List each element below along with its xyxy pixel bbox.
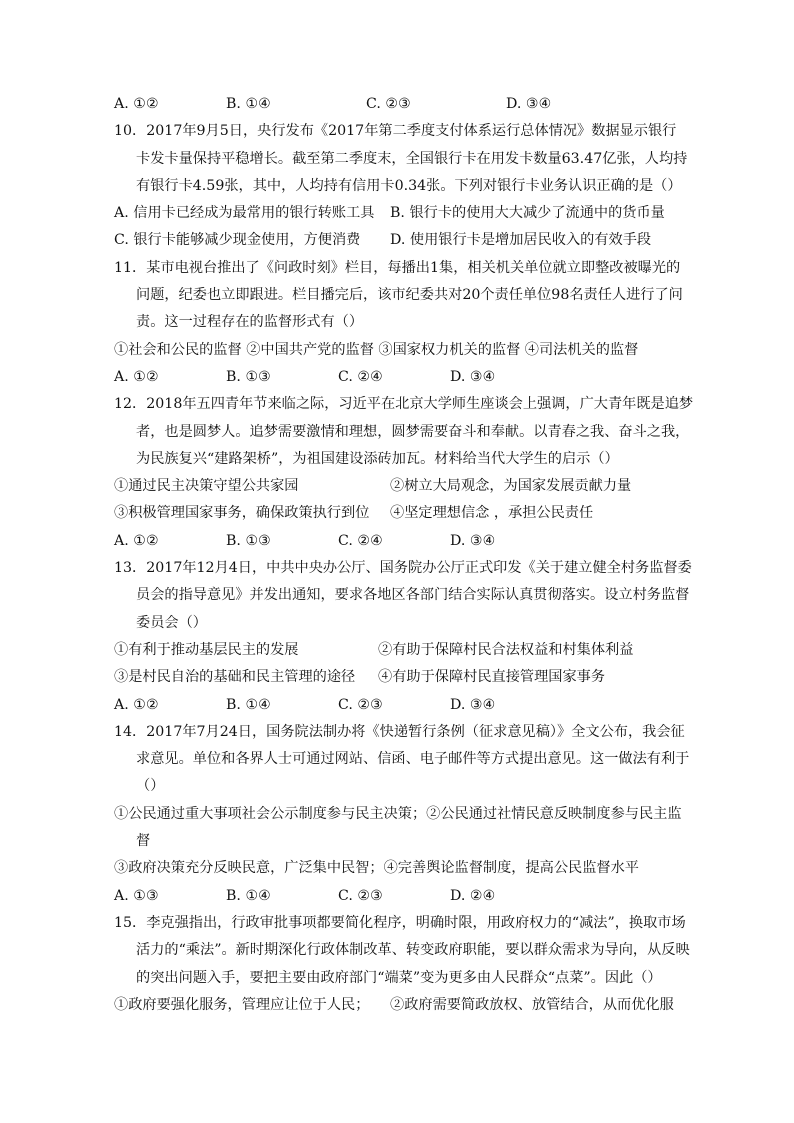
- q9-option-a: A. ①②: [114, 96, 159, 112]
- q13-stem-line-1: 13．2017年12月4日，中共中央办公厅、国务院办公厅正式印发《关于建立健全村务监督委: [114, 560, 692, 577]
- q12-statement-3: ③积极管理国家事务，确保政策执行到位: [114, 505, 370, 522]
- q14-option-b: B. ①④: [226, 887, 271, 904]
- q14-statements-3-4: ③政府决策充分反映民意，广泛集中民智；④完善舆论监督制度，提高公民监督水平: [114, 860, 639, 877]
- q10-option-a: A. 信用卡已经成为最常用的银行转账工具: [114, 205, 375, 222]
- q14-option-d: D. ②④: [450, 887, 496, 904]
- q12-statement-2: ②树立大局观念，为国家发展贡献力量: [390, 478, 632, 495]
- q13-option-c: C. ②③: [338, 696, 383, 713]
- q12-stem-line-3: 为民族复兴“建路架桥”，为祖国建设添砖加瓦。材料给当代大学生的启示（）: [136, 450, 619, 467]
- question-12: [114, 391, 694, 555]
- q11-option-c: C. ②④: [338, 368, 383, 385]
- q9-option-b: B. ①④: [226, 96, 271, 112]
- q14-option-a: A. ①③: [114, 887, 159, 904]
- q13-option-a: A. ①②: [114, 696, 159, 713]
- q10-option-d: D. 使用银行卡是增加居民收入的有效手段: [390, 232, 652, 249]
- question-13: [114, 555, 692, 719]
- q9-option-c: C. ②③: [366, 96, 411, 112]
- q11-stem-line-1: 11．某市电视台推出了《问政时刻》栏目，每播出1集，相关机关单位就立即整改被曝光的: [114, 259, 681, 276]
- q13-statement-4: ④有助于保障村民直接管理国家事务: [378, 669, 606, 686]
- q11-options: [114, 364, 686, 391]
- q12-stem-line-1: 12．2018年五四青年节来临之际，习近平在北京大学师生座谈会上强调，广大青年既是追梦: [114, 396, 694, 413]
- q15-statement-1: ①政府要强化服务，管理应让位于人民；: [114, 996, 370, 1013]
- question-10: [114, 118, 686, 254]
- q12-stem-line-2: 者，也是圆梦人。追梦需要激情和理想，圆梦需要奋斗和奉献。以青春之我、奋斗之我，: [136, 423, 690, 440]
- q13-statement-2: ②有助于保障村民合法权益和村集体利益: [378, 641, 634, 658]
- q12-statement-4: ④坚定理想信念 ，承担公民责任: [390, 505, 594, 522]
- q10-option-c: C. 银行卡能够减少现金使用，方便消费: [114, 232, 361, 249]
- q13-statement-1: ①有利于推动基层民主的发展: [114, 641, 299, 658]
- q10-stem-line-2: 卡发卡量保持平稳增长。截至第二季度末，全国银行卡在用发卡数量63.47亿张，人均持: [136, 150, 688, 167]
- q14-statements-1-2: ①公民通过重大事项社会公示制度参与民主决策；②公民通过社情民意反映制度参与民主监: [114, 805, 682, 822]
- q12-statements-row-2: [114, 500, 686, 527]
- q13-option-b: B. ①④: [226, 696, 271, 713]
- q12-statement-1: ①通过民主决策守望公共家园: [114, 478, 299, 495]
- q15-stem-line-3: 的突出问题入手，要把主要由政府部门“端菜”变为更多由人民群众“点菜”。因此（）: [136, 969, 662, 986]
- q13-option-d: D. ③④: [450, 696, 496, 713]
- q14-stem-line-1: 14．2017年7月24日，国务院法制办将《快递暂行条例（征求意见稿）》全文公布，我会征: [114, 723, 685, 740]
- q14-statements-1-2-cont: 督: [136, 833, 151, 850]
- q12-option-d: D. ③④: [450, 532, 496, 549]
- q14-stem-line-2: 求意见。单位和各界人士可通过网站、信函、电子邮件等方式提出意见。这一做法有利于: [136, 751, 690, 768]
- question-11: [114, 255, 686, 391]
- q12-option-c: C. ②④: [338, 532, 383, 549]
- q10-stem-line-1: 10．2017年9月5日，央行发布《2017年第二季度支付体系运行总体情况》数据显示银行: [114, 123, 677, 140]
- q14-options: [114, 883, 686, 910]
- q9-options: [114, 91, 686, 118]
- q11-option-d: D. ③④: [450, 368, 496, 385]
- q12-options: [114, 528, 686, 555]
- q13-statements-row-2: [114, 664, 686, 691]
- q12-option-b: B. ①③: [226, 532, 271, 549]
- q10-options-row-1: [114, 200, 686, 227]
- question-15: [114, 910, 690, 1019]
- q15-statements-row-1: [114, 992, 686, 1019]
- q11-stem-line-2: 问题，纪委也立即跟进。栏目播完后，该市纪委共对20个责任单位98名责任人进行了问: [136, 287, 683, 304]
- q15-stem-line-1: 15．李克强指出，行政审批事项都要简化程序，明确时限，用政府权力的“减法”，换取市场: [114, 914, 686, 931]
- q12-option-a: A. ①②: [114, 532, 159, 549]
- q14-option-c: C. ②③: [338, 887, 383, 904]
- q15-statement-2: ②政府需要简政放权、放管结合，从而优化服: [390, 996, 674, 1013]
- q11-stem-line-3: 责。这一过程存在的监督形式有（）: [136, 314, 364, 331]
- q13-statements-row-1: [114, 637, 686, 664]
- q11-statements: ①社会和公民的监督 ②中国共产党的监督 ③国家权力机关的监督 ④司法机关的监督: [114, 341, 639, 358]
- q13-stem-line-2: 员会的指导意见》并发出通知，要求各地区各部门结合实际认真贯彻落实。设立村务监督: [136, 587, 690, 604]
- exam-content: [114, 91, 694, 1019]
- q11-option-b: B. ①③: [226, 368, 271, 385]
- q13-statement-3: ③是村民自治的基础和民主管理的途径: [114, 669, 356, 686]
- q13-options: [114, 692, 686, 719]
- q10-stem-line-3: 有银行卡4.59张，其中，人均持有信用卡0.34张。下列对银行卡业务认识正确的是（）: [136, 177, 682, 194]
- q12-statements-row-1: [114, 473, 686, 500]
- q10-options-row-2: [114, 227, 686, 254]
- q11-option-a: A. ①②: [114, 368, 159, 385]
- q13-stem-line-3: 委员会（）: [136, 614, 207, 631]
- q10-option-b: B. 银行卡的使用大大减少了流通中的货币量: [390, 205, 665, 222]
- q15-stem-line-2: 活力的“乘法”。新时期深化行政体制改革、转变政府职能，要以群众需求为导向，从反映: [136, 942, 690, 959]
- question-14: [114, 719, 690, 910]
- q14-stem-line-3: （）: [136, 778, 165, 795]
- q9-option-d: D. ③④: [506, 96, 552, 112]
